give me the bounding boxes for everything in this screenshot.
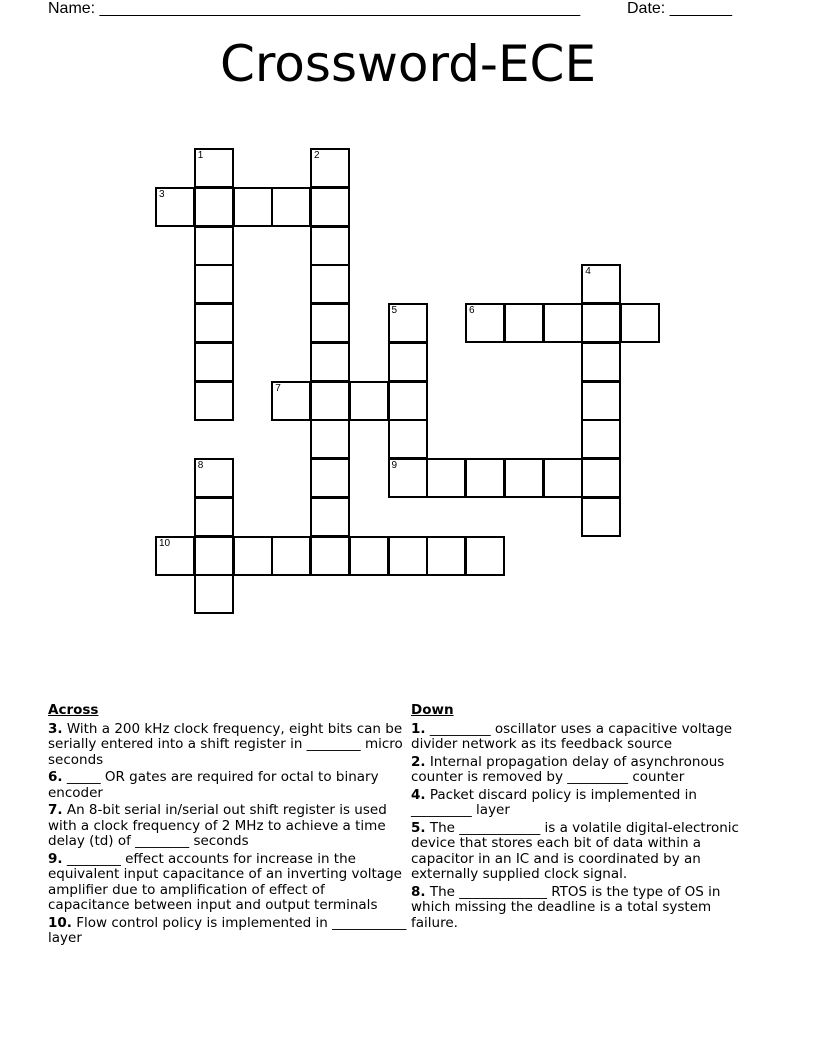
- grid-cell[interactable]: [581, 342, 621, 382]
- clue-text: _____ OR gates are required for octal to binary encoder: [48, 769, 379, 801]
- grid-cell-number: 4: [585, 266, 591, 278]
- clue-across-6: [48, 770, 410, 801]
- clue-number: 4.: [411, 786, 426, 803]
- grid-cell[interactable]: [310, 187, 350, 227]
- grid-cell[interactable]: [194, 264, 234, 304]
- clue-down-8: [411, 885, 756, 932]
- grid-cell[interactable]: [155, 187, 195, 227]
- clue-number: 5.: [411, 819, 426, 836]
- grid-cell-number: 1: [197, 150, 204, 161]
- grid-cell[interactable]: [310, 497, 350, 537]
- grid-cell[interactable]: [581, 264, 621, 304]
- clue-across-7: [48, 803, 410, 850]
- grid-cell-number: 9: [391, 460, 398, 471]
- grid-cell[interactable]: [581, 458, 621, 498]
- clue-text: _________ oscillator uses a capacitive voltage divider network as its feedback source: [411, 720, 733, 752]
- grid-cell-number: 5: [391, 305, 398, 316]
- grid-cell[interactable]: [310, 419, 350, 459]
- grid-cell[interactable]: [194, 342, 234, 382]
- grid-cell[interactable]: [465, 458, 505, 498]
- grid-cell[interactable]: [388, 458, 428, 498]
- grid-cell[interactable]: [271, 536, 311, 576]
- clue-down-2: [411, 755, 756, 786]
- grid-cell-number: 3: [159, 188, 165, 200]
- grid-cell[interactable]: [271, 187, 311, 227]
- grid-cell-number: 7: [275, 382, 281, 394]
- grid-cell[interactable]: [194, 381, 234, 421]
- name-field-label: Name: ______________________________________________________: [48, 0, 581, 17]
- clue-text: The _____________ RTOS is the type of OS in which missing the deadline is a total system failure.: [411, 883, 721, 931]
- grid-cell[interactable]: [426, 458, 466, 498]
- grid-cell[interactable]: [194, 303, 234, 343]
- grid-cell[interactable]: [581, 419, 621, 459]
- grid-cell[interactable]: [194, 148, 234, 188]
- grid-cell[interactable]: [388, 303, 428, 343]
- clue-down-4: [411, 788, 756, 819]
- across-clues: [48, 703, 410, 949]
- clue-across-10: [48, 916, 410, 947]
- grid-cell[interactable]: [620, 303, 660, 343]
- grid-cell[interactable]: [194, 187, 234, 227]
- grid-cell-number: 10: [159, 537, 171, 549]
- grid-cell[interactable]: [310, 303, 350, 343]
- grid-cell[interactable]: [465, 303, 505, 343]
- clue-down-1: [411, 722, 756, 753]
- grid-cell-number: 8: [197, 460, 204, 471]
- clue-number: 6.: [48, 769, 63, 785]
- grid-cell[interactable]: [310, 536, 350, 576]
- grid-cell[interactable]: [194, 536, 234, 576]
- grid-cell[interactable]: [504, 458, 544, 498]
- clue-number: 8.: [411, 883, 426, 900]
- grid-cell[interactable]: [581, 381, 621, 421]
- grid-cell-number: 2: [314, 150, 320, 161]
- grid-cell[interactable]: [349, 536, 389, 576]
- grid-cell[interactable]: [543, 458, 583, 498]
- down-clues: [411, 703, 756, 933]
- grid-cell[interactable]: [194, 458, 234, 498]
- clue-text: Internal propagation delay of asynchronous counter is removed by _________ counter: [411, 753, 725, 785]
- grid-cell[interactable]: [310, 226, 350, 266]
- grid-cell[interactable]: [194, 226, 234, 266]
- grid-cell[interactable]: [388, 536, 428, 576]
- clue-down-5: [411, 821, 756, 883]
- grid-cell[interactable]: [349, 381, 389, 421]
- clue-number: 3.: [48, 720, 63, 737]
- clue-text: The ____________ is a volatile digital-electronic device that stores each bit of data within a capacitor in an IC and is coordinated by an externally supplied clock signal.: [411, 819, 739, 882]
- grid-cell-number: 6: [469, 305, 475, 316]
- clue-across-3: [48, 722, 410, 769]
- clue-text: With a 200 kHz clock frequency, eight bits can be serially entered into a shift register in ________ micro seconds: [48, 720, 403, 768]
- grid-cell[interactable]: [310, 342, 350, 382]
- date-field-label: Date: _______: [627, 0, 732, 17]
- grid-cell[interactable]: [233, 187, 273, 227]
- grid-cell[interactable]: [310, 458, 350, 498]
- grid-cell[interactable]: [310, 264, 350, 304]
- down-heading: Down: [411, 702, 454, 718]
- clue-text: Flow control policy is implemented in ___________ layer: [48, 914, 407, 946]
- clue-text: Packet discard policy is implemented in _________ layer: [411, 786, 697, 818]
- grid-cell[interactable]: [155, 536, 195, 576]
- grid-cell[interactable]: [388, 381, 428, 421]
- clue-number: 2.: [411, 753, 426, 770]
- clue-number: 7.: [48, 802, 63, 818]
- grid-cell[interactable]: [271, 381, 311, 421]
- grid-cell[interactable]: [581, 497, 621, 537]
- clue-number: 9.: [48, 850, 63, 867]
- clue-across-9: [48, 852, 410, 914]
- grid-cell[interactable]: [543, 303, 583, 343]
- grid-cell[interactable]: [194, 497, 234, 537]
- grid-cell[interactable]: [233, 536, 273, 576]
- grid-cell[interactable]: [388, 342, 428, 382]
- clue-text: An 8-bit serial in/serial out shift register is used with a clock frequency of 2 MHz to achieve a time delay (td) of ________ seconds: [48, 802, 387, 849]
- grid-cell[interactable]: [310, 381, 350, 421]
- grid-cell[interactable]: [581, 303, 621, 343]
- clue-number: 10.: [48, 914, 72, 931]
- clue-text: ________ effect accounts for increase in the equivalent input capacitance of an inverting voltage amplifier due to amplification of effect of capacitance between input and output terminals: [48, 850, 402, 913]
- grid-cell[interactable]: [194, 574, 234, 614]
- grid-cell[interactable]: [465, 536, 505, 576]
- grid-cell[interactable]: [426, 536, 466, 576]
- grid-cell[interactable]: [504, 303, 544, 343]
- page-title: Crossword-ECE: [219, 35, 597, 93]
- grid-cell[interactable]: [388, 419, 428, 459]
- clue-number: 1.: [411, 720, 426, 737]
- across-heading: Across: [48, 702, 99, 718]
- grid-cell[interactable]: [310, 148, 350, 188]
